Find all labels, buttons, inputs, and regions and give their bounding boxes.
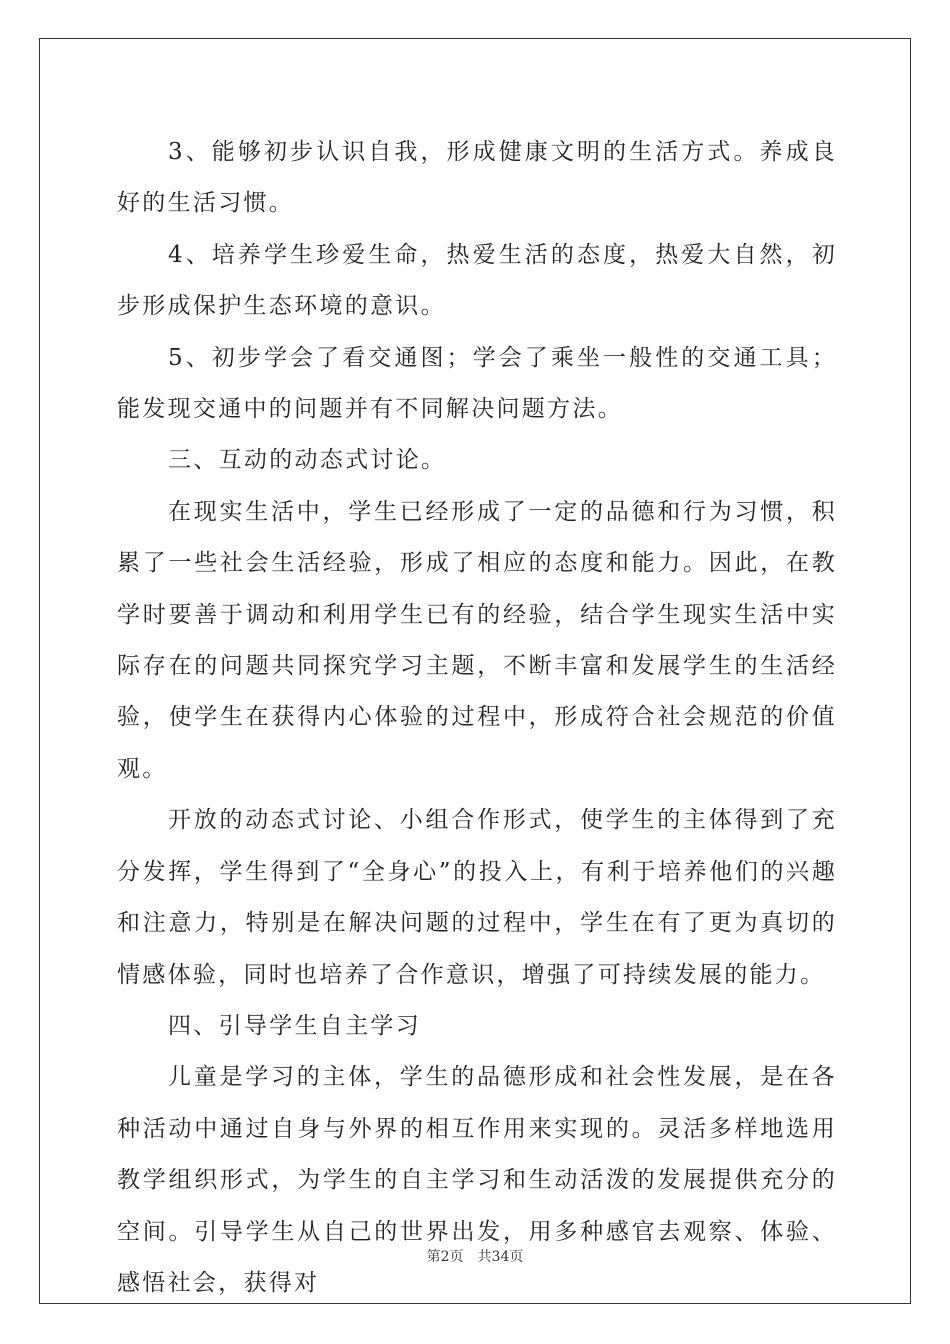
paragraph-body: 在现实生活中，学生已经形成了一定的品德和行为习惯，积累了一些社会生活经验，形成了相应的态度和能力。因此，在教学时要善于调动和利用学生已有的经验，结合学生现实生活中实际存在的问题共同探究学习主题，不断丰富和发展学生的生活经验，使学生在获得内心体验的过程中，形成符合社会规范的价值观。 [117,498,837,782]
paragraph-goal-4: 4、培养学生珍爱生命，热爱生活的态度，热爱大自然，初步形成保护生态环境的意识。 [117,241,837,320]
paragraph-goal-5: 5、初步学会了看交通图；学会了乘坐一般性的交通工具；能发现交通中的问题并有不同解决问题方法。 [117,344,837,423]
paragraph-body: 儿童是学习的主体，学生的品德形成和社会性发展，是在各种活动中通过自身与外界的相互作用来实现的。灵活多样地选用教学组织形式，为学生的自主学习和生动活泼的发展提供充分的空间。引导学生从自己的世界出发，用多种感官去观察、体验、感悟社会，获得对 [117,1064,837,1296]
document-body [117,127,837,1309]
section-heading-3: 三、互动的动态式讨论。 [168,447,447,474]
paragraph-body: 开放的动态式讨论、小组合作形式，使学生的主体得到了充分发挥，学生得到了“全身心”的投入上，有利于培养他们的兴趣和注意力，特别是在解决问题的过程中，学生在有了更为真切的情感体验，同时也培养了合作意识，增强了可持续发展的能力。 [117,807,837,988]
page-footer [0,1246,950,1266]
paragraph-goal-3: 3、能够初步认识自我，形成健康文明的生活方式。养成良好的生活习惯。 [117,139,837,217]
page-number: 第2页 [426,1249,464,1265]
section-heading-4: 四、引导学生自主学习 [168,1012,421,1039]
page-total: 共34页 [477,1249,524,1265]
